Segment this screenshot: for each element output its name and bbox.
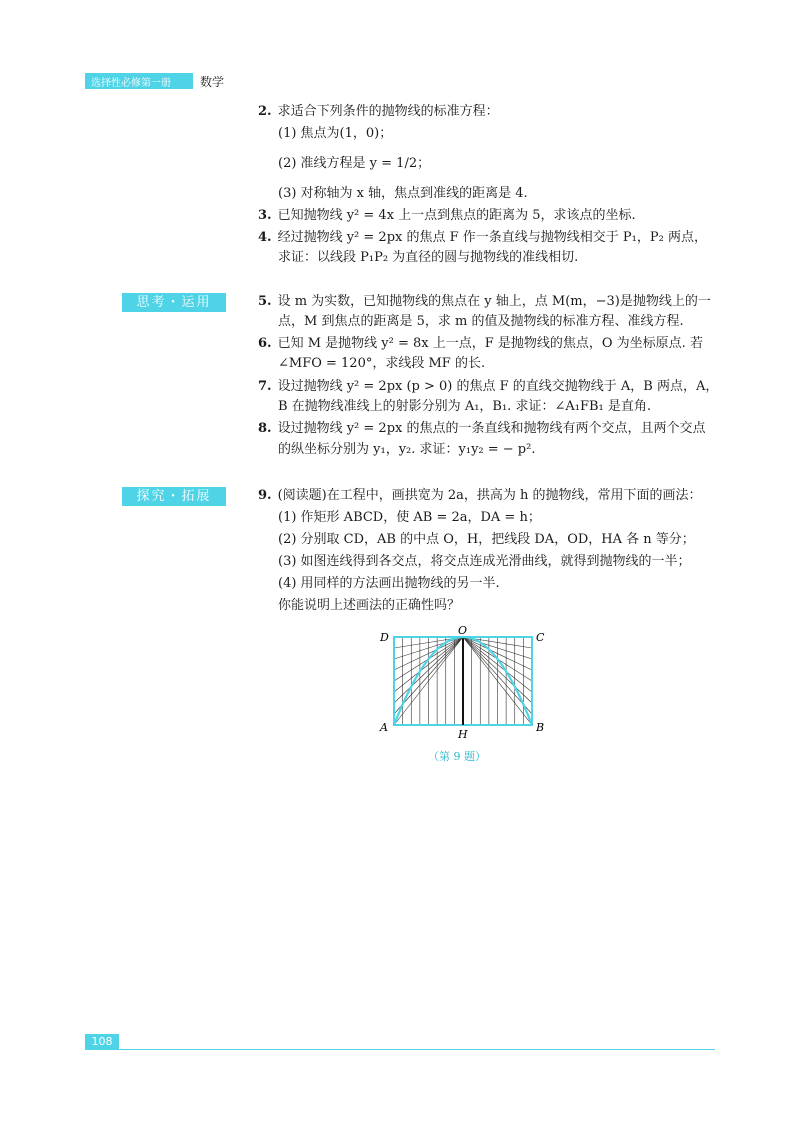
problem-5-continued: 点，M 到焦点的距离是 5，求 m 的值及抛物线的标准方程、准线方程. <box>278 314 684 329</box>
problem-2-part-1: (1) 焦点为(1，0)； <box>278 126 393 141</box>
page-number: 108 <box>91 1035 113 1048</box>
section-label-apply: 思考・运用 <box>122 293 226 312</box>
problem-8-continued: 的纵坐标分别为 y₁，y₂. 求证：y₁y₂ = − p². <box>278 442 536 457</box>
problem-9-step-2: (2) 分别取 CD，AB 的中点 O，H，把线段 DA，OD，HA 各 n 等分； <box>278 532 695 547</box>
problem-2-part-3: (3) 对称轴为 x 轴，焦点到准线的距离是 4. <box>278 186 528 201</box>
footer-rule <box>119 1049 715 1050</box>
problem-2: 2. 求适合下列条件的抛物线的标准方程： <box>258 104 499 119</box>
problem-7-continued: B 在抛物线准线上的射影分别为 A₁，B₁. 求证：∠A₁FB₁ 是直角. <box>278 399 651 414</box>
label-B: B <box>536 721 545 734</box>
section-label-explore: 探究・拓展 <box>122 487 226 506</box>
problem-6-continued: ∠MFO = 120°，求线段 MF 的长. <box>278 356 486 371</box>
label-O: O <box>458 625 468 637</box>
problem-8: 8. 设过抛物线 y² = 2px 的焦点的一条直线和抛物线有两个交点，且两个交点 <box>258 421 706 436</box>
problem-9-step-1: (1) 作矩形 ABCD，使 AB = 2a，DA = h； <box>278 510 541 525</box>
problem-7: 7. 设过抛物线 y² = 2px (p > 0) 的焦点 F 的直线交抛物线于 A，B 两点，A， <box>258 379 719 394</box>
label-C: C <box>536 631 545 644</box>
header-book-title: 选择性必修第一册 <box>91 78 171 89</box>
problem-4-continued: 求证：以线段 P₁P₂ 为直径的圆与抛物线的准线相切. <box>278 250 579 265</box>
problem-9-question: 你能说明上述画法的正确性吗？ <box>278 598 461 613</box>
problem-2-part-2: (2) 准线方程是 y = 1/2； <box>278 156 431 171</box>
problem-4: 4. 经过抛物线 y² = 2px 的焦点 F 作一条直线与抛物线相交于 P₁，P₂ 两点， <box>258 230 707 245</box>
problem-6: 6. 已知 M 是抛物线 y² = 8x 上一点，F 是抛物线的焦点，O 为坐标原点. 若 <box>258 336 703 351</box>
header-subject: 数学 <box>200 75 225 89</box>
figure-caption: （第 9 题） <box>428 750 486 763</box>
label-A: A <box>380 721 388 734</box>
parabola-construction-figure <box>370 625 560 751</box>
problem-9-step-3: (3) 如图连线得到各交点，将交点连成光滑曲线，就得到抛物线的一半； <box>278 554 691 569</box>
label-H: H <box>458 728 468 741</box>
label-D: D <box>380 631 389 644</box>
problem-9: 9. (阅读题)在工程中，画拱宽为 2a，拱高为 h 的抛物线，常用下面的画法： <box>258 488 702 503</box>
problem-9-step-4: (4) 用同样的方法画出抛物线的另一半. <box>278 576 500 591</box>
problem-3: 3. 已知抛物线 y² = 4x 上一点到焦点的距离为 5，求该点的坐标. <box>258 208 636 223</box>
problem-5: 5. 设 m 为实数，已知抛物线的焦点在 y 轴上，点 M(m，−3)是抛物线上的一 <box>258 294 711 309</box>
